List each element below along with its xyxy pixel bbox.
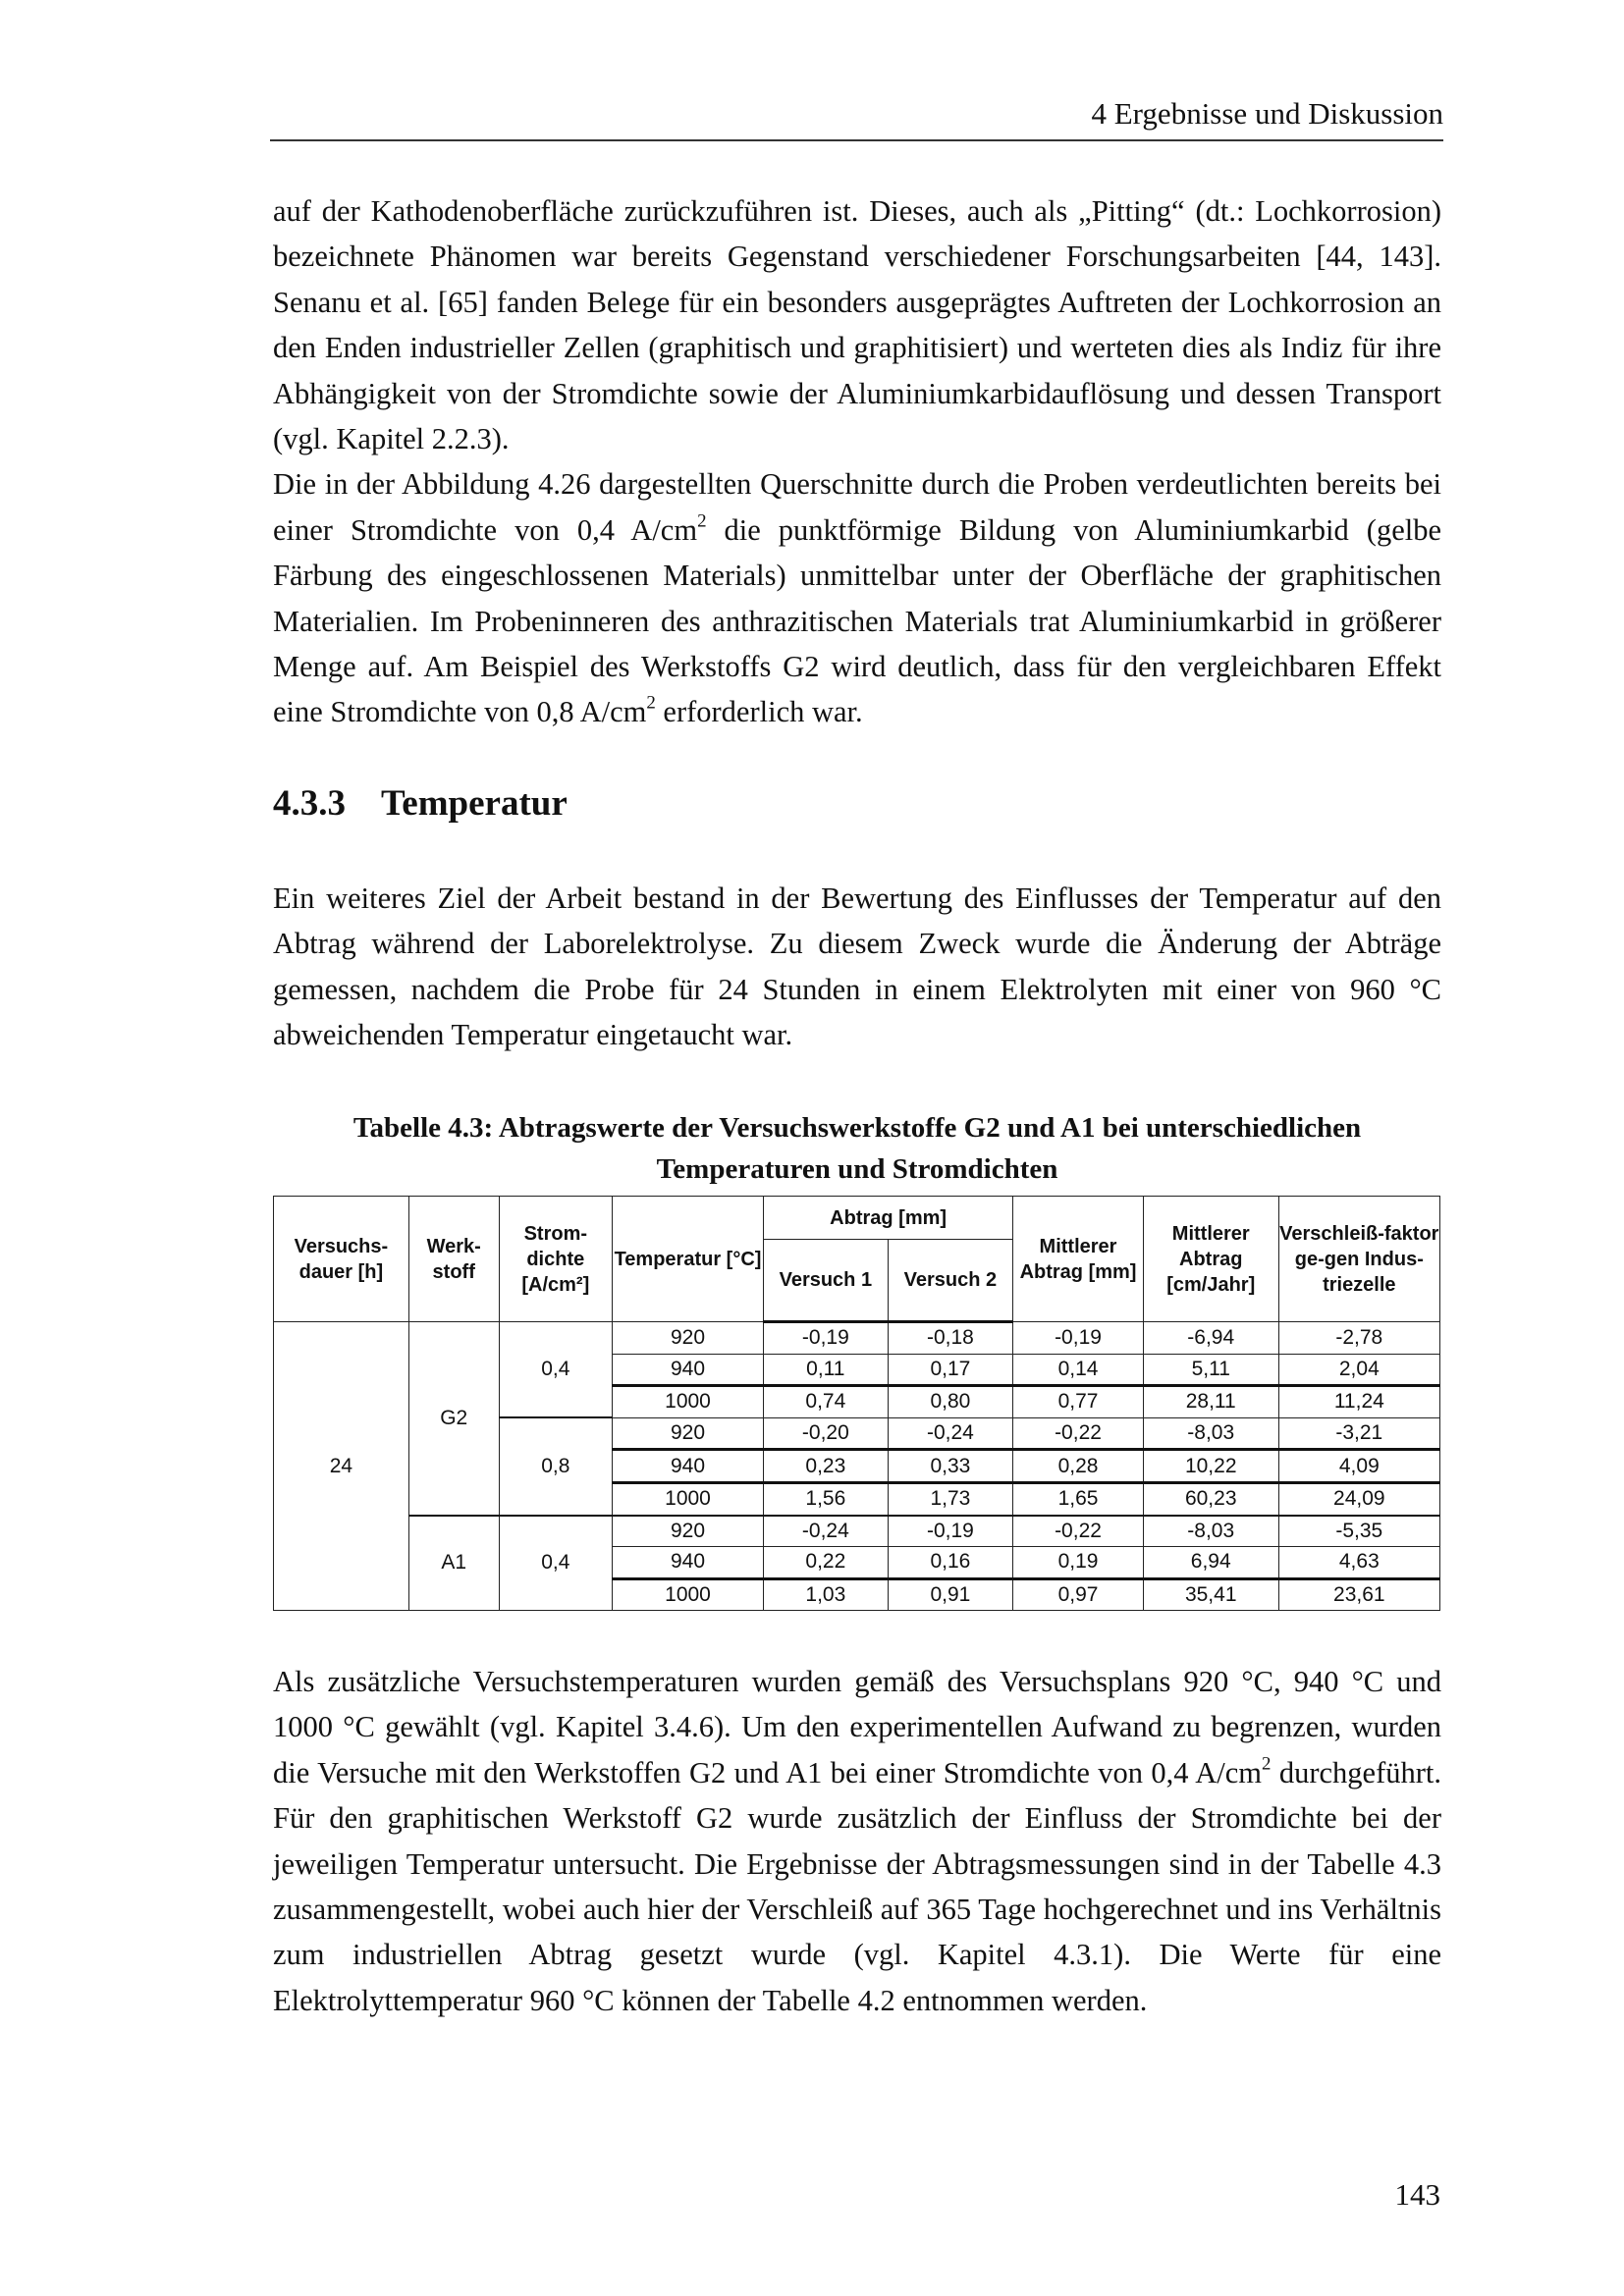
cell-temperatur: 1000: [612, 1578, 763, 1611]
cell-versuch-2: 0,33: [888, 1450, 1013, 1483]
cell-versuch-1: -0,19: [764, 1322, 889, 1355]
header-faktor: Verschleiß-faktor ge-gen Indus-triezelle: [1278, 1197, 1439, 1322]
cell-versuch-1: 0,23: [764, 1450, 889, 1483]
cell-mittel-cm: 60,23: [1143, 1482, 1278, 1515]
cell-mittel-cm: 10,22: [1143, 1450, 1278, 1483]
paragraph-text: Als zusätzliche Versuchstemperaturen wurden gemäß des Versuchsplans 920 °C, 940 °C und 1000 °C gewählt (vgl. Kapitel 3.4.6). Um den experimentellen Aufwand zu begrenzen, wurden die Versuche mit den Werkstoffen G2 und A1 bei einer Stromdichte von 0,4 $A/cm^2$ durchgeführt. Für den graphitischen Werkstoff G2 wurde zusätzlich der Einfluss der Stromdichte bei der jeweiligen Temperatur untersucht. Die Ergebnisse der Abtragsmessungen sind in der Tabelle 4.3 zusammengestellt, wobei auch hier der Verschleiß auf 365 Tage hochgerechnet und ins Verhältnis zum industriellen Abtrag gesetzt wurde (vgl. Kapitel 4.3.1). Die Werte für eine Elektrolyttemperatur 960 °C können der Tabelle 4.2 entnommen werden.: [273, 1665, 1441, 2017]
cell-temperatur: 940: [612, 1547, 763, 1579]
cell-stromdichte: 0,4: [499, 1516, 612, 1611]
cell-faktor: 23,61: [1278, 1578, 1439, 1611]
section-heading: 4.3.3 Temperatur: [273, 783, 568, 824]
cell-stromdichte: 0,8: [499, 1417, 612, 1515]
table-caption: Tabelle 4.3: Abtragswerte der Versuchswerkstoffe G2 und A1 bei unterschiedlichen Temperaturen und Stromdichten: [352, 1112, 1362, 1185]
cell-mittel-mm: 0,19: [1013, 1547, 1144, 1579]
cell-temperatur: 920: [612, 1417, 763, 1450]
cell-versuch-1: -0,20: [764, 1417, 889, 1450]
cell-faktor: 4,09: [1278, 1450, 1439, 1483]
paragraph-text: Die in der Abbildung 4.26 dargestellten Querschnitte durch die Proben verdeutlichten bereits bei einer Stromdichte von 0,4 $A/cm^2$ die punktförmige Bildung von Aluminiumkarbid (gelbe Färbung des eingeschlossenen Materials) unmittelbar unter der Oberfläche der graphitischen Materialien. Im Probeninneren des anthrazitischen Materials trat Aluminiumkarbid in größerer Menge auf. Am Beispiel des Werkstoffs G2 wird deutlich, dass für den vergleichbaren Effekt eine Stromdichte von 0,8 $A/cm^2$ erforderlich war.: [273, 467, 1442, 729]
header-abtrag: Abtrag [mm]: [764, 1197, 1013, 1240]
cell-versuch-1: 0,11: [764, 1354, 889, 1386]
cell-versuch-2: 0,80: [888, 1386, 1013, 1418]
cell-versuch-2: 0,91: [888, 1578, 1013, 1611]
results-table: [273, 1196, 1440, 1611]
header-versuch-2: Versuch 2: [888, 1240, 1013, 1322]
cell-mittel-cm: 6,94: [1143, 1547, 1278, 1579]
cell-mittel-mm: 0,77: [1013, 1386, 1144, 1418]
cell-versuch-1: 1,56: [764, 1482, 889, 1515]
cell-versuch-1: -0,24: [764, 1516, 889, 1547]
header-rule: [270, 139, 1443, 141]
cell-werkstoff: A1: [408, 1516, 499, 1611]
cell-versuch-2: 0,16: [888, 1547, 1013, 1579]
paragraph-text: auf der Kathodenoberfläche zurückzuführen ist. Dieses, auch als „Pitting“ (dt.: Lochkorrosion) bezeichnete Phänomen war bereits Gegenstand verschiedener Forschungsarbeiten [44, 143]. Senanu et al. [65] fanden Belege für ein besonders ausgeprägtes Auftreten der Lochkorrosion an den Enden industrieller Zellen (graphitisch und graphitisiert) und werteten dies als Indiz für ihre Abhängigkeit von der Stromdichte sowie der Aluminiumkarbidauflösung und dessen Transport (vgl. Kapitel 2.2.3).: [273, 194, 1441, 456]
cell-faktor: -5,35: [1278, 1516, 1439, 1547]
cell-mittel-cm: -6,94: [1143, 1322, 1278, 1355]
paragraph-text: Ein weiteres Ziel der Arbeit bestand in der Bewertung des Einflusses der Temperatur auf den Abtrag während der Laborelektrolyse. Zu diesem Zweck wurde die Änderung der Abträge gemessen, nachdem die Probe für 24 Stunden in einem Elektrolyten mit einer von 960 °C abweichenden Temperatur eingetaucht war.: [273, 881, 1441, 1052]
cell-faktor: 11,24: [1278, 1386, 1439, 1418]
cell-temperatur: 920: [612, 1516, 763, 1547]
cell-mittel-mm: 1,65: [1013, 1482, 1144, 1515]
cell-versuch-2: 0,17: [888, 1354, 1013, 1386]
cell-versuch-2: -0,18: [888, 1322, 1013, 1355]
cell-versuch-2: -0,19: [888, 1516, 1013, 1547]
cell-mittel-cm: -8,03: [1143, 1516, 1278, 1547]
running-header: 4 Ergebnisse und Diskussion: [1091, 96, 1443, 131]
paragraph-pitting: [273, 188, 1441, 735]
cell-temperatur: 1000: [612, 1386, 763, 1418]
cell-mittel-cm: -8,03: [1143, 1417, 1278, 1450]
cell-mittel-cm: 28,11: [1143, 1386, 1278, 1418]
header-mittel-mm: Mittlerer Abtrag [mm]: [1013, 1197, 1144, 1322]
paragraph-results: [273, 1659, 1441, 2023]
cell-mittel-mm: 0,28: [1013, 1450, 1144, 1483]
cell-mittel-cm: 35,41: [1143, 1578, 1278, 1611]
cell-versuch-1: 0,74: [764, 1386, 889, 1418]
table-row: [274, 1322, 1440, 1355]
header-werkstoff: Werk-stoff: [408, 1197, 499, 1322]
header-stromdichte: Strom-dichte [A/cm²]: [499, 1197, 612, 1322]
cell-mittel-cm: 5,11: [1143, 1354, 1278, 1386]
cell-temperatur: 940: [612, 1450, 763, 1483]
header-versuch-1: Versuch 1: [764, 1240, 889, 1322]
paragraph-temperature-intro: [273, 876, 1441, 1058]
header-temperatur: Temperatur [°C]: [612, 1197, 763, 1322]
cell-temperatur: 1000: [612, 1482, 763, 1515]
cell-werkstoff: G2: [408, 1322, 499, 1516]
cell-stromdichte: 0,4: [499, 1322, 612, 1418]
cell-faktor: -3,21: [1278, 1417, 1439, 1450]
table-row: [274, 1516, 1440, 1547]
page-number: 143: [1394, 2177, 1440, 2212]
header-mittel-cm: Mittlerer Abtrag [cm/Jahr]: [1143, 1197, 1278, 1322]
cell-mittel-mm: -0,22: [1013, 1417, 1144, 1450]
cell-faktor: 4,63: [1278, 1547, 1439, 1579]
cell-dauer: 24: [274, 1322, 409, 1611]
cell-versuch-1: 1,03: [764, 1578, 889, 1611]
cell-temperatur: 920: [612, 1322, 763, 1355]
cell-faktor: 2,04: [1278, 1354, 1439, 1386]
cell-mittel-mm: 0,14: [1013, 1354, 1144, 1386]
cell-temperatur: 940: [612, 1354, 763, 1386]
cell-faktor: 24,09: [1278, 1482, 1439, 1515]
cell-versuch-2: 1,73: [888, 1482, 1013, 1515]
cell-mittel-mm: 0,97: [1013, 1578, 1144, 1611]
cell-mittel-mm: -0,22: [1013, 1516, 1144, 1547]
cell-mittel-mm: -0,19: [1013, 1322, 1144, 1355]
cell-versuch-1: 0,22: [764, 1547, 889, 1579]
cell-faktor: -2,78: [1278, 1322, 1439, 1355]
cell-versuch-2: -0,24: [888, 1417, 1013, 1450]
header-dauer: Versuchs-dauer [h]: [274, 1197, 409, 1322]
